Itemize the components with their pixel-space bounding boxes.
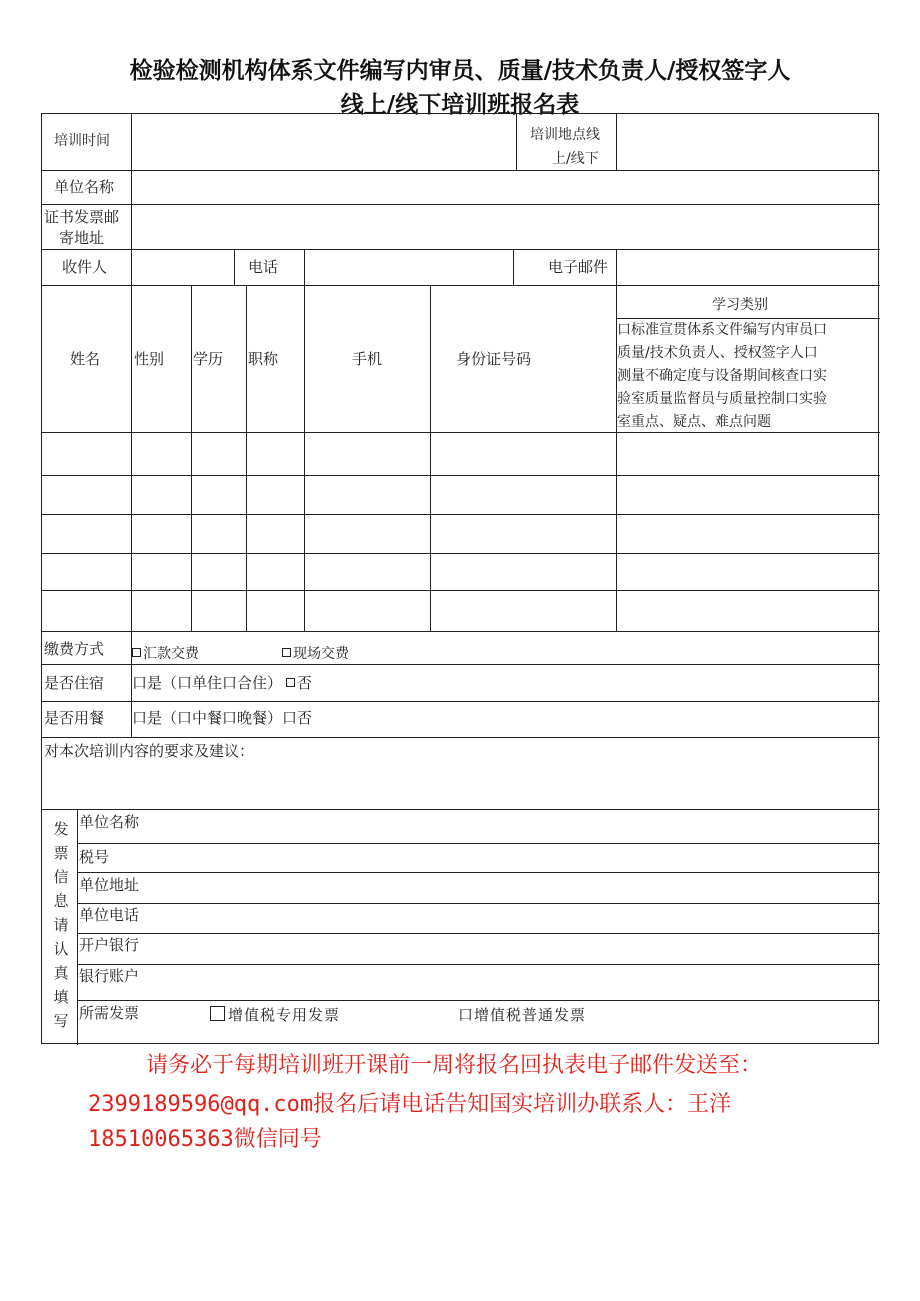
study-option[interactable]: 口标准宣贯体系文件编写内审员口 (617, 322, 827, 338)
meals-options[interactable]: 口是（口中餐口晚餐）口否 (132, 709, 313, 727)
payment-label: 缴费方式 (44, 640, 105, 658)
gender-header: 性别 (134, 350, 165, 368)
invoice-account-label: 银行账户 (79, 967, 140, 985)
checkbox-icon (210, 1006, 225, 1021)
invoice-side-label: 发 票 信 息 请 认 真 填 写 (53, 820, 69, 1030)
title-header: 职称 (248, 350, 279, 368)
study-option[interactable]: 验室质量监督员与质量控制口实验 (617, 391, 827, 407)
name-header: 姓名 (70, 350, 101, 368)
training-location-label: 培训地点线 (530, 127, 600, 143)
invoice-phone-label: 单位电话 (79, 906, 140, 924)
invoice-address-label: 单位地址 (79, 876, 140, 894)
study-category-options (617, 319, 877, 434)
checkbox-icon (286, 678, 295, 687)
checkbox-icon (282, 648, 291, 657)
unit-name-label: 单位名称 (54, 178, 115, 196)
form-title-line1: 检验检测机构体系文件编写内审员、质量/技术负责人/授权签字人 (129, 58, 791, 84)
invoice-unit-name-label: 单位名称 (79, 813, 140, 831)
footer-line1: 请务必于每期培训班开课前一周将报名回执表电子邮件发送至： (146, 1053, 763, 1078)
invoice-type-special[interactable]: 增值税专用发票 (210, 1004, 340, 1026)
lodging-label: 是否住宿 (44, 674, 105, 692)
footer-line3: 18510065363微信同号 (88, 1127, 322, 1152)
suggestions-label: 对本次培训内容的要求及建议： (44, 742, 255, 760)
invoice-type-label: 所需发票 (79, 1004, 140, 1022)
payment-option-remit[interactable]: 汇款交费 (132, 643, 199, 665)
invoice-bank-label: 开户银行 (79, 936, 140, 954)
training-location-label-2: 上/线下 (552, 151, 599, 167)
checkbox-icon (132, 648, 141, 657)
invoice-tax-id-label: 税号 (79, 848, 110, 866)
form-title-line2: 线上/线下培训班报名表 (340, 92, 580, 118)
study-category-header: 学习类别 (712, 297, 768, 313)
lodging-options[interactable]: 口是（口单住口合住） 否 (132, 674, 313, 692)
phone-label: 电话 (248, 258, 279, 276)
study-option[interactable]: 室重点、疑点、难点问题 (617, 414, 771, 430)
registration-form (41, 113, 879, 1044)
payment-option-onsite[interactable]: 现场交费 (282, 643, 349, 665)
training-time-label: 培训时间 (54, 133, 110, 149)
study-option[interactable]: 测量不确定度与设备期间核查口实 (617, 368, 827, 384)
id-number-header: 身份证号码 (456, 350, 532, 368)
footer-line2: 2399189596@qq.com报名后请电话告知国实培训办联系人：王洋 (88, 1092, 732, 1117)
cert-address-label: 证书发票邮 (44, 208, 120, 226)
education-header: 学历 (193, 350, 224, 368)
recipient-label: 收件人 (62, 258, 108, 276)
mobile-header: 手机 (352, 350, 383, 368)
cert-address-label-2: 寄地址 (59, 229, 105, 247)
meals-label: 是否用餐 (44, 709, 105, 727)
invoice-type-normal[interactable]: 口增值税普通发票 (458, 1006, 587, 1024)
email-label: 电子邮件 (548, 258, 609, 276)
study-option[interactable]: 质量/技术负责人、授权签字人口 (617, 345, 818, 361)
